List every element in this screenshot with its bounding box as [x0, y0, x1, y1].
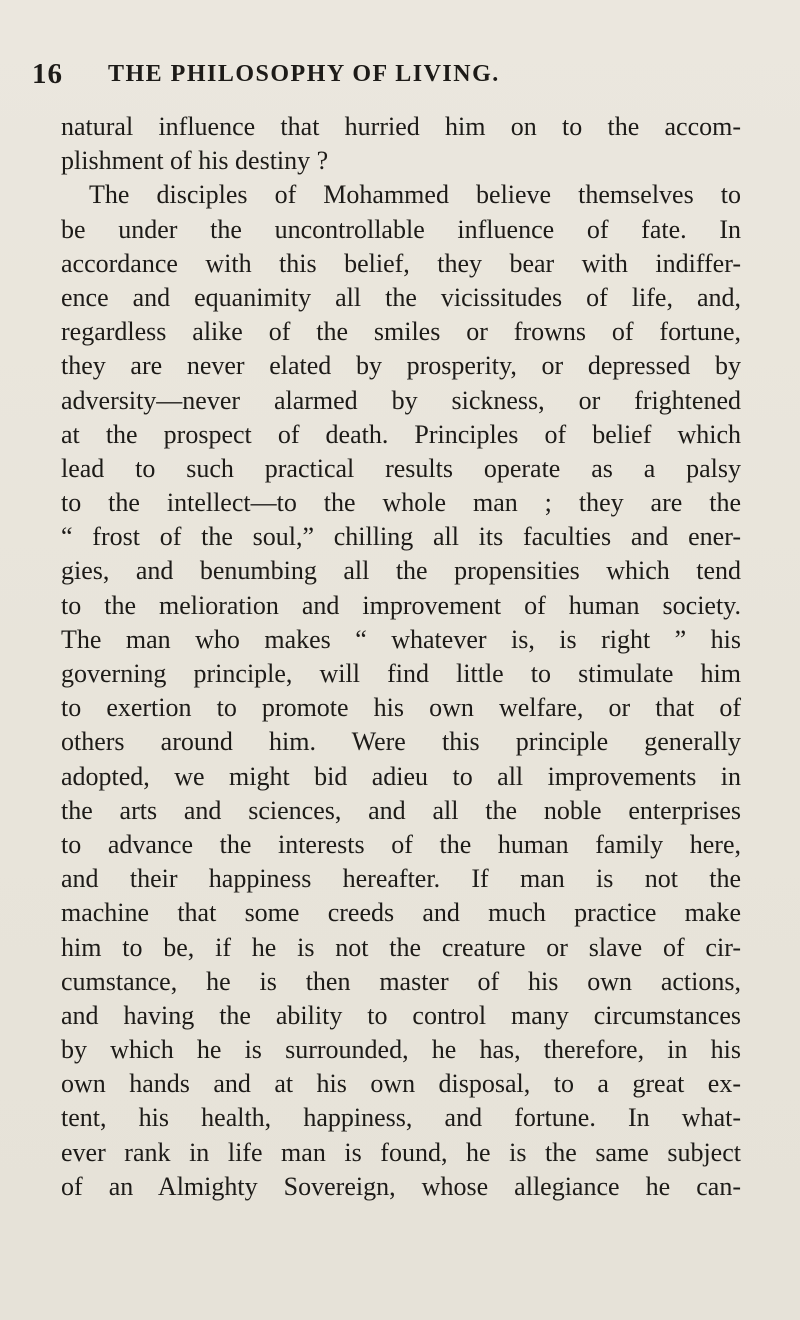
text-line: plishment of his destiny ? [61, 146, 329, 176]
page-number: 16 [32, 58, 63, 90]
text-line: be under the uncontrollable influence of fate. In [61, 214, 741, 244]
text-line: of an Almighty Sovereign, whose allegiance he can- [61, 1171, 741, 1201]
text-line: at the prospect of death. Principles of belief which [61, 419, 741, 449]
running-head: THE PHILOSOPHY OF LIVING. [108, 61, 500, 87]
text-line: to exertion to promote his own welfare, or that of [61, 693, 741, 723]
text-line: lead to such practical results operate as a palsy [61, 453, 741, 483]
text-line: others around him. Were this principle generally [61, 727, 741, 757]
text-line: machine that some creeds and much practice make [61, 898, 741, 928]
text-line: to the intellect—to the whole man ; they are the [61, 488, 741, 518]
text-line: gies, and benumbing all the propensities which tend [61, 556, 741, 586]
text-line: they are never elated by prosperity, or depressed by [61, 351, 741, 381]
text-line: governing principle, will find little to stimulate him [61, 659, 741, 688]
text-line: adopted, we might bid adieu to all improvements in [61, 761, 741, 791]
text-line: ence and equanimity all the vicissitudes of life, and, [61, 282, 741, 312]
text-line: tent, his health, happiness, and fortune. In what- [61, 1103, 741, 1133]
text-line: The disciples of Mohammed believe themselves to [89, 180, 741, 210]
text-line: him to be, if he is not the creature or slave of cir- [61, 932, 741, 962]
text-line: “ frost of the soul,” chilling all its faculties and ener- [61, 522, 741, 552]
text-line: cumstance, he is then master of his own actions, [61, 966, 741, 996]
page-header [32, 58, 772, 98]
text-line: The man who makes “ whatever is, is right ” his [61, 624, 741, 654]
text-line: by which he is surrounded, he has, therefore, in his [61, 1035, 741, 1065]
text-line: accordance with this belief, they bear with indiffer- [61, 248, 741, 278]
text-line: own hands and at his own disposal, to a great ex- [61, 1069, 741, 1099]
text-line: ever rank in life man is found, he is the same subject [61, 1137, 741, 1167]
text-line: to advance the interests of the human family here, [61, 829, 741, 859]
text-line: the arts and sciences, and all the noble enterprises [61, 795, 741, 825]
text-line: regardless alike of the smiles or frowns of fortune, [61, 317, 741, 347]
text-line: to the melioration and improvement of human society. [61, 590, 741, 620]
body-text [61, 110, 741, 1204]
text-line: adversity—never alarmed by sickness, or frightened [61, 385, 741, 415]
text-line: and their happiness hereafter. If man is not the [61, 864, 741, 894]
text-line: natural influence that hurried him on to the accom- [61, 112, 741, 141]
text-line: and having the ability to control many circumstances [61, 1000, 741, 1030]
